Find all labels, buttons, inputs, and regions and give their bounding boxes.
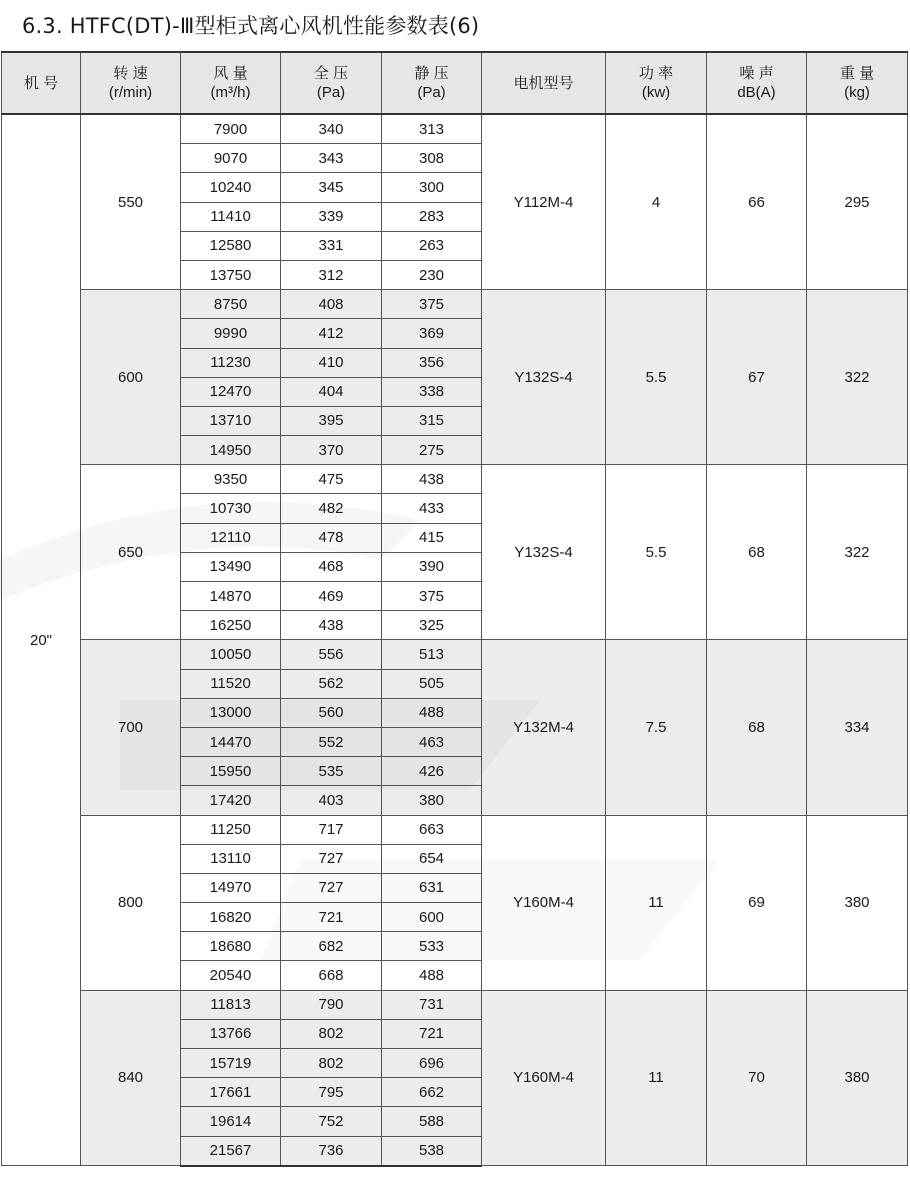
total-pressure-cell: 370 [281,436,382,465]
total-pressure-cell: 752 [281,1107,382,1136]
motor-model-cell: Y132S-4 [482,465,606,640]
static-pressure-cell: 375 [382,582,482,611]
header-row [2,52,908,114]
static-pressure-cell: 315 [382,406,482,435]
total-pressure-cell: 410 [281,348,382,377]
total-pressure-cell: 482 [281,494,382,523]
speed-cell: 550 [81,114,181,290]
table-body [2,114,908,1166]
static-pressure-cell: 505 [382,669,482,698]
weight-cell: 380 [807,990,908,1166]
power-cell: 4 [606,114,707,290]
static-pressure-cell: 538 [382,1136,482,1166]
static-pressure-cell: 654 [382,844,482,873]
total-pressure-cell: 404 [281,377,382,406]
total-pressure-cell: 802 [281,1019,382,1048]
airflow-cell: 9990 [181,319,281,348]
static-pressure-cell: 426 [382,757,482,786]
static-pressure-cell: 283 [382,202,482,231]
weight-cell: 322 [807,465,908,640]
airflow-cell: 18680 [181,932,281,961]
airflow-cell: 17661 [181,1078,281,1107]
static-pressure-cell: 300 [382,173,482,202]
total-pressure-cell: 339 [281,202,382,231]
static-pressure-cell: 356 [382,348,482,377]
airflow-cell: 9070 [181,144,281,173]
header-model-no: 机 号 [2,52,81,114]
airflow-cell: 12580 [181,231,281,260]
static-pressure-cell: 375 [382,290,482,319]
airflow-cell: 14470 [181,727,281,756]
airflow-cell: 11410 [181,202,281,231]
total-pressure-cell: 345 [281,173,382,202]
airflow-cell: 13110 [181,844,281,873]
static-pressure-cell: 263 [382,231,482,260]
airflow-cell: 20540 [181,961,281,990]
total-pressure-cell: 331 [281,231,382,260]
airflow-cell: 15719 [181,1049,281,1078]
total-pressure-cell: 802 [281,1049,382,1078]
static-pressure-cell: 631 [382,873,482,902]
airflow-cell: 7900 [181,114,281,144]
table-row [2,290,908,319]
total-pressure-cell: 717 [281,815,382,844]
motor-model-cell: Y112M-4 [482,114,606,290]
total-pressure-cell: 475 [281,465,382,494]
airflow-cell: 11230 [181,348,281,377]
model-no-cell: 20" [2,114,81,1166]
static-pressure-cell: 438 [382,465,482,494]
performance-table [1,51,908,1167]
noise-cell: 68 [707,465,807,640]
total-pressure-cell: 736 [281,1136,382,1166]
total-pressure-cell: 438 [281,611,382,640]
table-row [2,990,908,1019]
speed-cell: 700 [81,640,181,815]
header-static-pressure: 静 压 (Pa) [382,52,482,114]
speed-cell: 600 [81,290,181,465]
static-pressure-cell: 513 [382,640,482,669]
power-cell: 5.5 [606,465,707,640]
static-pressure-cell: 721 [382,1019,482,1048]
table-row [2,114,908,144]
static-pressure-cell: 600 [382,903,482,932]
airflow-cell: 11813 [181,990,281,1019]
speed-cell: 650 [81,465,181,640]
table-row [2,640,908,669]
airflow-cell: 12110 [181,523,281,552]
total-pressure-cell: 552 [281,727,382,756]
total-pressure-cell: 408 [281,290,382,319]
noise-cell: 67 [707,290,807,465]
weight-cell: 295 [807,114,908,290]
table-row [2,815,908,844]
total-pressure-cell: 795 [281,1078,382,1107]
total-pressure-cell: 727 [281,844,382,873]
static-pressure-cell: 325 [382,611,482,640]
table-row [2,465,908,494]
static-pressure-cell: 230 [382,260,482,289]
static-pressure-cell: 308 [382,144,482,173]
header-airflow: 风 量 (m³/h) [181,52,281,114]
total-pressure-cell: 469 [281,582,382,611]
motor-model-cell: Y132M-4 [482,640,606,815]
noise-cell: 66 [707,114,807,290]
speed-cell: 840 [81,990,181,1166]
airflow-cell: 10730 [181,494,281,523]
total-pressure-cell: 727 [281,873,382,902]
static-pressure-cell: 696 [382,1049,482,1078]
total-pressure-cell: 790 [281,990,382,1019]
airflow-cell: 13490 [181,552,281,581]
total-pressure-cell: 343 [281,144,382,173]
total-pressure-cell: 412 [281,319,382,348]
static-pressure-cell: 731 [382,990,482,1019]
motor-model-cell: Y132S-4 [482,290,606,465]
static-pressure-cell: 369 [382,319,482,348]
airflow-cell: 14870 [181,582,281,611]
airflow-cell: 16820 [181,903,281,932]
airflow-cell: 14970 [181,873,281,902]
airflow-cell: 16250 [181,611,281,640]
power-cell: 11 [606,815,707,990]
header-motor-model: 电机型号 [482,52,606,114]
speed-cell: 800 [81,815,181,990]
total-pressure-cell: 682 [281,932,382,961]
airflow-cell: 11250 [181,815,281,844]
airflow-cell: 10050 [181,640,281,669]
airflow-cell: 15950 [181,757,281,786]
static-pressure-cell: 380 [382,786,482,815]
airflow-cell: 17420 [181,786,281,815]
static-pressure-cell: 415 [382,523,482,552]
static-pressure-cell: 533 [382,932,482,961]
power-cell: 11 [606,990,707,1166]
total-pressure-cell: 340 [281,114,382,144]
static-pressure-cell: 463 [382,727,482,756]
noise-cell: 70 [707,990,807,1166]
header-weight: 重 量 (kg) [807,52,908,114]
motor-model-cell: Y160M-4 [482,815,606,990]
header-noise: 噪 声 dB(A) [707,52,807,114]
total-pressure-cell: 312 [281,260,382,289]
total-pressure-cell: 403 [281,786,382,815]
power-cell: 5.5 [606,290,707,465]
header-speed: 转 速 (r/min) [81,52,181,114]
static-pressure-cell: 588 [382,1107,482,1136]
airflow-cell: 11520 [181,669,281,698]
noise-cell: 69 [707,815,807,990]
static-pressure-cell: 338 [382,377,482,406]
total-pressure-cell: 668 [281,961,382,990]
static-pressure-cell: 663 [382,815,482,844]
motor-model-cell: Y160M-4 [482,990,606,1166]
weight-cell: 380 [807,815,908,990]
total-pressure-cell: 560 [281,698,382,727]
airflow-cell: 13750 [181,260,281,289]
static-pressure-cell: 662 [382,1078,482,1107]
airflow-cell: 12470 [181,377,281,406]
airflow-cell: 13000 [181,698,281,727]
total-pressure-cell: 468 [281,552,382,581]
total-pressure-cell: 535 [281,757,382,786]
static-pressure-cell: 275 [382,436,482,465]
airflow-cell: 19614 [181,1107,281,1136]
airflow-cell: 10240 [181,173,281,202]
static-pressure-cell: 390 [382,552,482,581]
weight-cell: 334 [807,640,908,815]
total-pressure-cell: 478 [281,523,382,552]
page-title: 6.3. HTFC(DT)-Ⅲ型柜式离心风机性能参数表(6) [22,14,480,38]
header-power: 功 率 (kw) [606,52,707,114]
power-cell: 7.5 [606,640,707,815]
weight-cell: 322 [807,290,908,465]
airflow-cell: 8750 [181,290,281,319]
airflow-cell: 9350 [181,465,281,494]
airflow-cell: 13710 [181,406,281,435]
airflow-cell: 14950 [181,436,281,465]
static-pressure-cell: 488 [382,961,482,990]
total-pressure-cell: 556 [281,640,382,669]
static-pressure-cell: 433 [382,494,482,523]
header-total-pressure: 全 压 (Pa) [281,52,382,114]
airflow-cell: 21567 [181,1136,281,1166]
total-pressure-cell: 721 [281,903,382,932]
static-pressure-cell: 488 [382,698,482,727]
noise-cell: 68 [707,640,807,815]
total-pressure-cell: 562 [281,669,382,698]
total-pressure-cell: 395 [281,406,382,435]
airflow-cell: 13766 [181,1019,281,1048]
static-pressure-cell: 313 [382,114,482,144]
